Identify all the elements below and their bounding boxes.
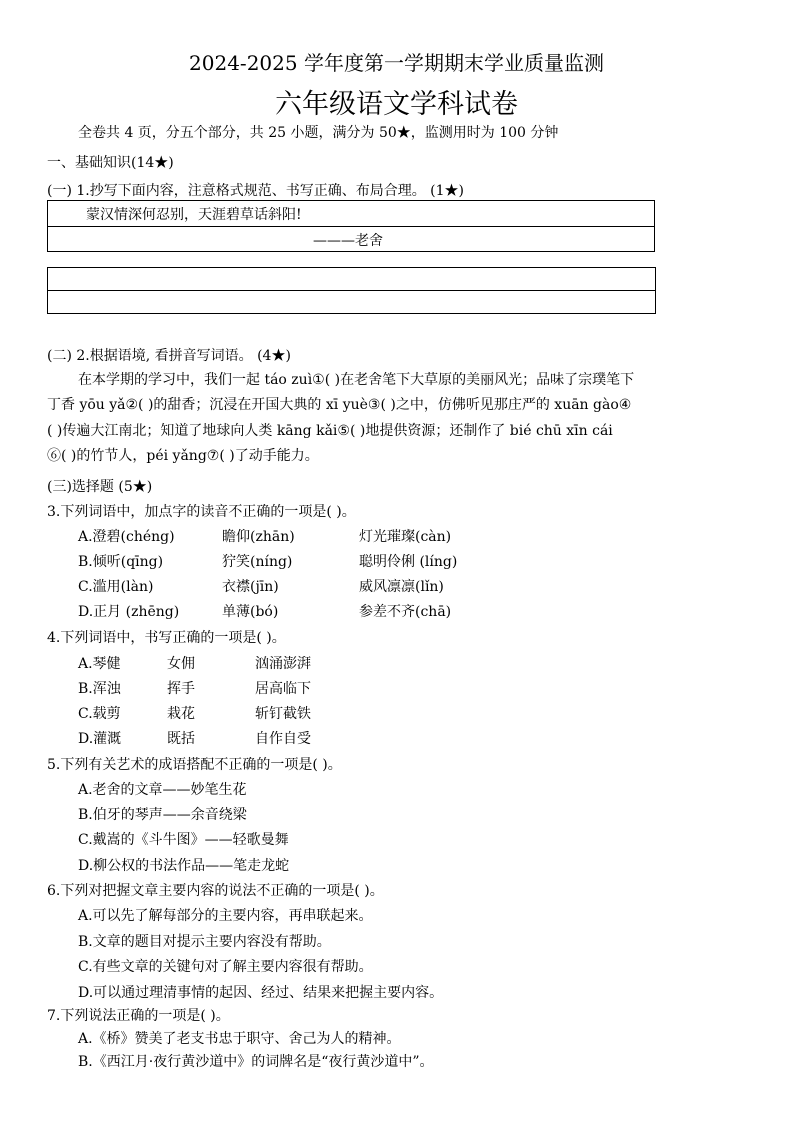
question-7-stem: 7.下列说法正确的一项是( )。 [47, 1008, 230, 1024]
q3-option-b-1: B.倾听(qīng) [78, 554, 164, 570]
exam-instructions: 全卷共 4 页，分五个部分，共 25 小题，满分为 50★，监测用时为 100 分钟 [78, 125, 559, 141]
q4-option-a-3: 汹涌澎湃 [255, 656, 311, 672]
q5-option-b: B.伯牙的琴声——余音绕梁 [78, 807, 247, 823]
q5-option-d: D.柳公权的书法作品——笔走龙蛇 [78, 858, 290, 874]
q7-option-a: A.《桥》赞美了老支书忠于职守、舍己为人的精神。 [78, 1031, 401, 1047]
q4-option-c-3: 斩钉截铁 [255, 706, 311, 722]
q6-option-c: C.有些文章的关键句对了解主要内容很有帮助。 [78, 959, 373, 975]
q3-option-c-2: 衣襟(jīn) [222, 579, 279, 595]
writing-box[interactable] [47, 267, 656, 314]
question-3-stem: 3.下列词语中，加点字的读音不正确的一项是( )。 [47, 504, 356, 520]
subject-title: 六年级语文学科试卷 [275, 89, 518, 120]
q3-option-b-2: 狞笑(níng) [222, 554, 293, 570]
q4-option-d-3: 自作自受 [255, 731, 311, 747]
passage-line: 在本学期的学习中，我们一起 táo zuì①( )在老舍笔下大草原的美丽风光；品味了宗璞笔下 [78, 372, 635, 388]
q3-option-d-3: 参差不齐(chā) [359, 604, 452, 620]
q7-option-b: B.《西江月·夜行黄沙道中》的词牌名是“夜行黄沙道中”。 [78, 1054, 434, 1070]
copy-source-box [47, 200, 655, 252]
passage-line: ( )传遍大江南北；知道了地球向人类 kāng kǎi⑤( )地提供资源；还制作了 bié chū xīn cái [47, 423, 613, 439]
part1-heading: (一) 1.抄写下面内容，注意格式规范、书写正确、布局合理。 (1★) [47, 183, 465, 199]
q5-option-c: C.戴嵩的《斗牛图》——轻歌曼舞 [78, 832, 289, 848]
q6-option-b: B.文章的题目对提示主要内容没有帮助。 [78, 934, 331, 950]
section-heading: 一、基础知识(14★) [47, 155, 174, 171]
q4-option-b-3: 居高临下 [255, 681, 311, 697]
part2-heading: (二) 2.根据语境, 看拼音写词语。 (4★) [47, 348, 291, 364]
q4-option-b-2: 挥手 [167, 681, 195, 697]
q3-option-a-2: 瞻仰(zhān) [222, 529, 295, 545]
q3-option-d-2: 单薄(bó) [222, 604, 279, 620]
q4-option-c-1: C.载剪 [78, 706, 121, 722]
q4-option-b-1: B.浑浊 [78, 681, 121, 697]
q4-option-d-2: 既括 [167, 731, 195, 747]
question-5-stem: 5.下列有关艺术的成语搭配不正确的一项是( )。 [47, 757, 342, 773]
poem-line: 蒙汉情深何忍别，天涯碧草话斜阳! [86, 207, 302, 223]
q3-option-c-3: 威风凛凛(lǐn) [359, 579, 444, 595]
exam-title: 2024-2025 学年度第一学期期末学业质量监测 [189, 51, 604, 75]
box-divider [48, 226, 654, 227]
passage-line: ⑥( )的竹节人，péi yǎng⑦( )了动手能力。 [47, 448, 319, 464]
question-6-stem: 6.下列对把握文章主要内容的说法不正确的一项是( )。 [47, 883, 384, 899]
q4-option-d-1: D.灌溉 [78, 731, 122, 747]
q3-option-b-3: 聪明伶俐 (líng) [359, 554, 458, 570]
q6-option-d: D.可以通过理清事情的起因、经过、结果来把握主要内容。 [78, 985, 444, 1001]
poem-author: ———老舍 [313, 233, 383, 249]
q3-option-a-3: 灯光璀璨(càn) [359, 529, 452, 545]
q3-option-d-1: D.正月 (zhēng) [78, 604, 180, 620]
q4-option-a-1: A.琴健 [78, 656, 121, 672]
q5-option-a: A.老舍的文章——妙笔生花 [78, 782, 247, 798]
q3-option-c-1: C.滥用(làn) [78, 579, 154, 595]
q4-option-c-2: 栽花 [167, 706, 195, 722]
question-4-stem: 4.下列词语中，书写正确的一项是( )。 [47, 630, 286, 646]
writing-line [48, 290, 655, 291]
q4-option-a-2: 女佣 [167, 656, 195, 672]
q6-option-a: A.可以先了解每部分的主要内容，再串联起来。 [78, 908, 373, 924]
part3-heading: (三)选择题 (5★) [47, 479, 153, 495]
passage-line: 丁香 yōu yǎ②( )的甜香；沉浸在开国大典的 xī yuè③( )之中，仿佛听见那庄严的 xuān gào④ [47, 397, 632, 413]
q3-option-a-1: A.澄碧(chéng) [78, 529, 175, 545]
